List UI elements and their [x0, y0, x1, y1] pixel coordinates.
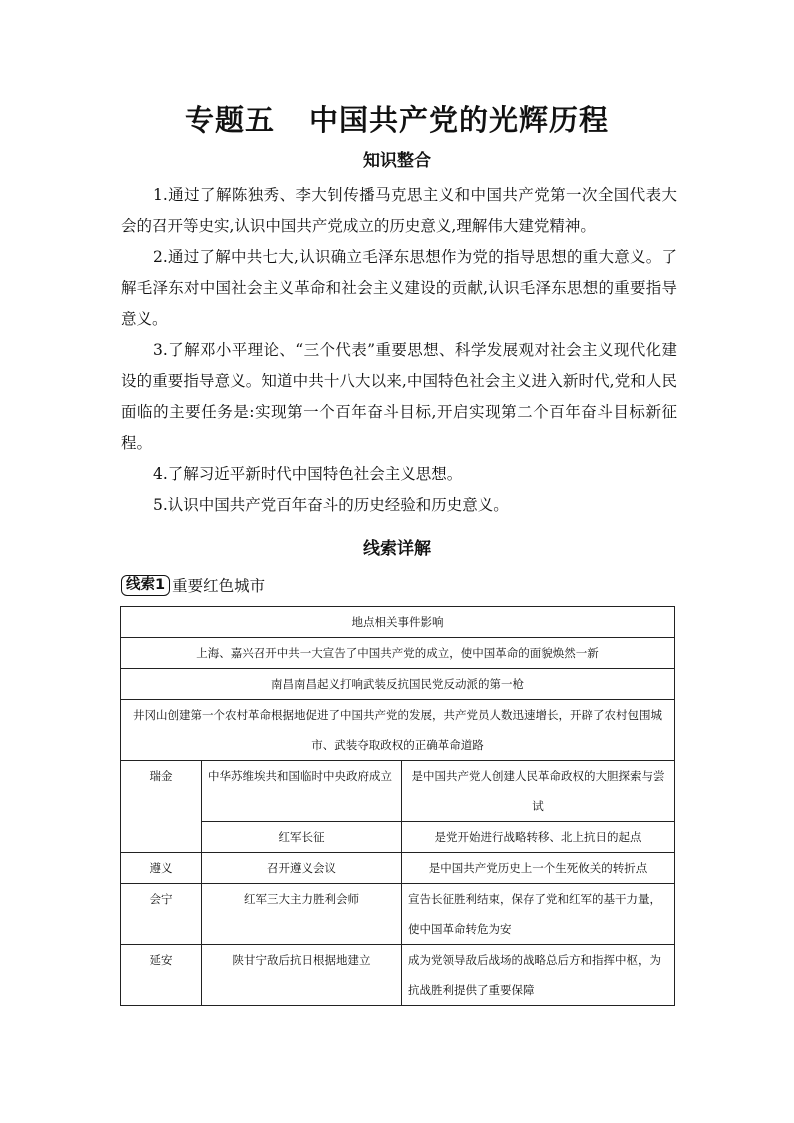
clue-badge: 线索1: [121, 575, 170, 596]
section-heading-knowledge: 知识整合: [363, 151, 431, 171]
table-row: [121, 607, 675, 638]
impact-cell: 成为党领导敌后战场的战略总后方和指挥中枢，为抗战胜利提供了重要保障: [402, 945, 675, 1006]
table-row: [121, 761, 675, 822]
table-row: [121, 700, 675, 761]
event-cell: 召开遵义会议: [202, 853, 402, 884]
table-cell: 南昌南昌起义打响武装反抗国民党反动派的第一枪: [121, 669, 675, 700]
title-topic-name: 中国共产党的光辉历程: [309, 103, 610, 137]
paragraph-2: 2.通过了解中共七大,认识确立毛泽东思想作为党的指导思想的重大意义。了解毛泽东对中国社会主义革命和社会主义建设的贡献,认识毛泽东思想的重要指导意义。: [121, 248, 677, 328]
table-cell: 上海、嘉兴召开中共一大宣告了中国共产党的成立，使中国革命的面貌焕然一新: [121, 638, 675, 669]
clue-title: 重要红色城市: [172, 577, 266, 595]
title-topic-number: 专题五: [184, 103, 275, 137]
paragraph-5: 5.认识中国共产党百年奋斗的历史经验和历史意义。: [153, 496, 509, 514]
impact-cell: 是党开始进行战略转移、北上抗日的起点: [402, 822, 675, 853]
place-cell: 延安: [121, 945, 202, 1006]
section-heading-clues: 线索详解: [363, 539, 431, 559]
place-cell: 遵义: [121, 853, 202, 884]
paragraph-1: 1.通过了解陈独秀、李大钊传播马克思主义和中国共产党第一次全国代表大会的召开等史实,认识中国共产党成立的历史意义,理解伟大建党精神。: [121, 186, 677, 235]
table-row: [121, 884, 675, 945]
table-row: [121, 669, 675, 700]
table-cell: 井冈山创建第一个农村革命根据地促进了中国共产党的发展，共产党员人数迅速增长，开辟了农村包围城市、武装夺取政权的正确革命道路: [121, 700, 675, 761]
table-cell: 地点相关事件影响: [121, 607, 675, 638]
place-cell: 会宁: [121, 884, 202, 945]
event-cell: 中华苏维埃共和国临时中央政府成立: [202, 761, 402, 822]
clue-heading: [121, 573, 265, 597]
paragraph-3: 3.了解邓小平理论、“三个代表”重要思想、科学发展观对社会主义现代化建设的重要指导意义。知道中共十八大以来,中国特色社会主义进入新时代,党和人民面临的主要任务是:实现第一个百年奋斗目标,开启实现第二个百年奋斗目标新征程。: [121, 341, 677, 452]
table-row: [121, 945, 675, 1006]
red-cities-table: [120, 606, 675, 1006]
event-cell: 红军三大主力胜利会师: [202, 884, 402, 945]
place-cell: 瑞金: [121, 761, 202, 853]
impact-cell: 是中国共产党历史上一个生死攸关的转折点: [402, 853, 675, 884]
event-cell: 红军长征: [202, 822, 402, 853]
page-title: [0, 98, 794, 139]
impact-cell: 宣告长征胜利结束，保存了党和红军的基干力量，使中国革命转危为安: [402, 884, 675, 945]
impact-cell: 是中国共产党人创建人民革命政权的大胆探索与尝试: [402, 761, 675, 822]
paragraph-4: 4.了解习近平新时代中国特色社会主义思想。: [153, 465, 463, 483]
table-row: [121, 638, 675, 669]
event-cell: 陕甘宁敌后抗日根据地建立: [202, 945, 402, 1006]
table-row: [121, 822, 675, 853]
table-row: [121, 853, 675, 884]
